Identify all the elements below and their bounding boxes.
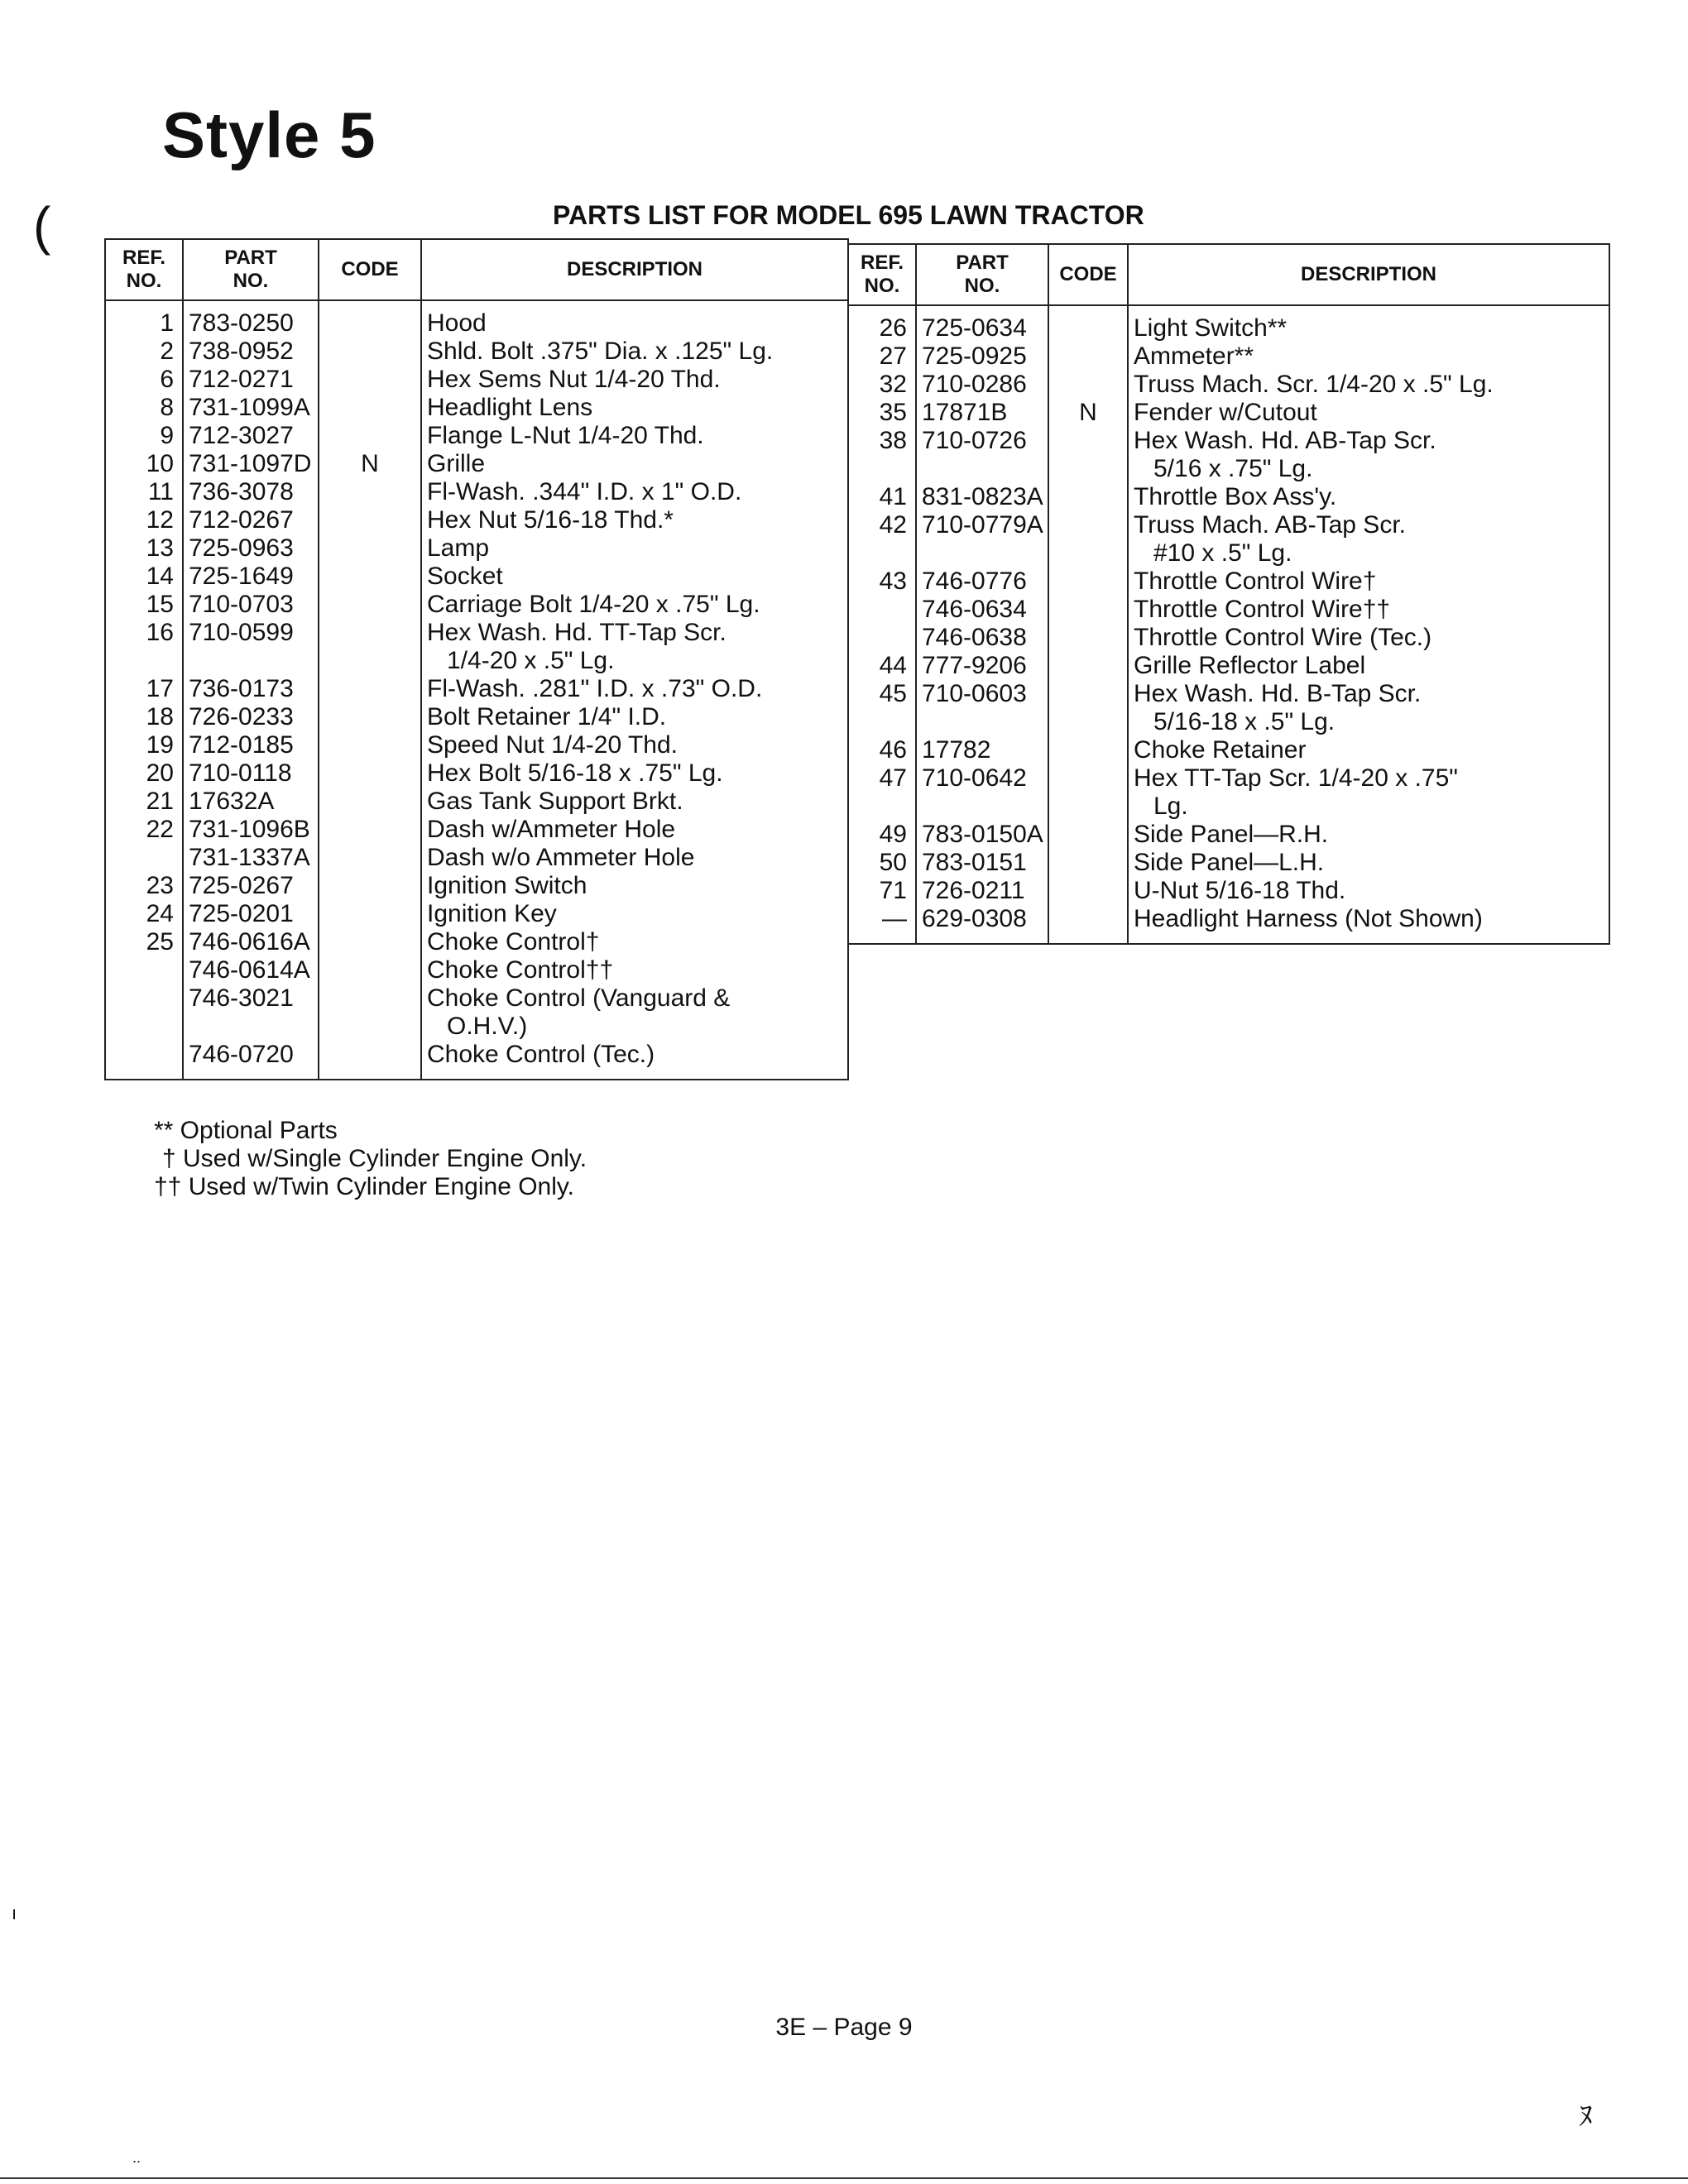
left-ref-cell: 9 <box>160 422 174 449</box>
left-part-cell: 710-0703 <box>189 591 294 618</box>
right-part-cell: 746-0638 <box>922 624 1027 651</box>
right-code-spacer <box>1054 793 1122 821</box>
right-part-cell: 710-0779A <box>922 511 1043 539</box>
right-part-cell: 725-0634 <box>922 314 1027 342</box>
left-ref-cell: 8 <box>160 394 174 421</box>
left-part-cell: 712-3027 <box>189 422 294 449</box>
left-code-cell <box>324 984 415 1013</box>
left-desc-cell: Headlight Lens <box>427 394 593 421</box>
left-desc-cell: Bolt Retainer 1/4" I.D. <box>427 703 667 730</box>
left-desc-cell: Choke Control†† <box>427 956 614 984</box>
right-desc-cell: Throttle Control Wire† <box>1134 568 1377 595</box>
left-ref-cell: 20 <box>146 759 174 787</box>
left-part-cell: 726-0233 <box>189 703 294 730</box>
left-code-cell <box>324 928 415 956</box>
left-code-cell: N <box>361 450 379 477</box>
right-ref-cell: 26 <box>879 314 907 342</box>
code-column <box>1048 305 1128 944</box>
left-code-cell <box>324 478 415 506</box>
left-desc-cell: Carriage Bolt 1/4-20 x .75" Lg. <box>427 591 760 618</box>
right-part-spacer <box>922 539 1043 568</box>
footnote-optional: ** Optional Parts <box>154 1117 338 1144</box>
right-desc-continuation: 5/16 x .75" Lg. <box>1153 455 1313 482</box>
left-ref-spacer <box>111 1013 174 1041</box>
left-desc-cell: Socket <box>427 563 503 590</box>
right-ref-spacer <box>854 708 907 736</box>
right-part-cell: 17871B <box>922 399 1008 426</box>
left-part-cell: 746-0614A <box>189 956 310 984</box>
table-header-row <box>105 239 848 300</box>
right-part-cell: 783-0151 <box>922 849 1027 876</box>
right-code-cell <box>1054 849 1122 877</box>
right-ref-cell: 35 <box>879 399 907 426</box>
left-desc-cell: Dash w/o Ammeter Hole <box>427 844 695 871</box>
header-description: DESCRIPTION <box>1128 244 1609 305</box>
left-ref-cell: 1 <box>160 309 174 337</box>
left-part-cell: 712-0267 <box>189 506 294 534</box>
left-ref-cell: 18 <box>146 703 174 730</box>
right-part-cell: 710-0286 <box>922 371 1027 398</box>
left-code-cell <box>324 422 415 450</box>
part-column <box>916 305 1048 944</box>
left-code-cell <box>324 816 415 844</box>
left-part-cell: 783-0250 <box>189 309 294 337</box>
right-code-spacer <box>1054 539 1122 568</box>
left-part-cell: 731-1099A <box>189 394 310 421</box>
right-ref-cell: 32 <box>879 371 907 398</box>
left-ref-cell: 13 <box>146 534 174 562</box>
right-ref-spacer <box>854 539 907 568</box>
table-title: PARTS LIST FOR MODEL 695 LAWN TRACTOR <box>553 200 1144 230</box>
right-code-cell <box>1054 905 1122 933</box>
left-part-cell: 746-0720 <box>189 1041 294 1068</box>
right-desc-cell: Grille Reflector Label <box>1134 652 1366 679</box>
left-part-cell: 746-0616A <box>189 928 310 956</box>
right-part-cell: 629-0308 <box>922 905 1027 932</box>
right-ref-cell: 49 <box>879 821 907 848</box>
left-ref-cell: 19 <box>146 731 174 759</box>
right-ref-cell: 47 <box>879 764 907 792</box>
left-ref-cell: 24 <box>146 900 174 927</box>
right-code-cell <box>1054 624 1122 652</box>
footnote-twin-cylinder: †† Used w/Twin Cylinder Engine Only. <box>154 1173 575 1200</box>
right-ref-cell <box>854 624 907 652</box>
left-ref-cell: 6 <box>160 366 174 393</box>
header-code: CODE <box>1048 244 1128 305</box>
right-ref-cell: 44 <box>879 652 907 679</box>
margin-parenthesis: ( <box>33 196 51 256</box>
margin-mark: ı <box>12 1903 17 1923</box>
right-ref-cell: 46 <box>879 736 907 764</box>
right-ref-cell: 50 <box>879 849 907 876</box>
right-code-cell <box>1054 568 1122 596</box>
description-column <box>1128 305 1609 944</box>
right-part-cell: 746-0634 <box>922 596 1027 623</box>
left-ref-cell: 15 <box>146 591 174 618</box>
right-code-cell <box>1054 680 1122 708</box>
right-part-cell: 783-0150A <box>922 821 1043 848</box>
right-code-cell <box>1054 652 1122 680</box>
header-ref-no: REF. NO. <box>105 239 183 300</box>
parts-table-left <box>104 238 849 1080</box>
header-ref-no: REF. NO. <box>848 244 916 305</box>
right-part-cell: 777-9206 <box>922 652 1027 679</box>
right-part-cell: 746-0776 <box>922 568 1027 595</box>
left-ref-cell <box>111 1041 174 1069</box>
footnotes <box>154 1117 587 1201</box>
right-desc-cell: Hex TT-Tap Scr. 1/4-20 x .75" <box>1134 764 1458 792</box>
left-desc-continuation: O.H.V.) <box>447 1013 528 1040</box>
right-part-cell: 725-0925 <box>922 342 1027 370</box>
right-part-spacer <box>922 455 1043 483</box>
right-part-cell: 710-0603 <box>922 680 1027 707</box>
left-desc-cell: Choke Control (Vanguard & <box>427 984 731 1012</box>
left-part-cell: 725-0963 <box>189 534 294 562</box>
left-code-spacer <box>324 647 415 675</box>
left-ref-cell <box>111 956 174 984</box>
description-column <box>421 300 848 1080</box>
left-code-cell <box>324 956 415 984</box>
left-desc-cell: Hex Nut 5/16-18 Thd.* <box>427 506 674 534</box>
left-code-cell <box>324 394 415 422</box>
right-desc-continuation: Lg. <box>1153 793 1188 820</box>
left-part-cell: 712-0271 <box>189 366 294 393</box>
right-code-cell <box>1054 483 1122 511</box>
left-part-cell: 746-3021 <box>189 984 294 1012</box>
left-part-spacer <box>189 647 313 675</box>
header-code: CODE <box>319 239 421 300</box>
right-desc-cell: Light Switch** <box>1134 314 1288 342</box>
right-part-spacer <box>922 793 1043 821</box>
footnote-single-cylinder: † Used w/Single Cylinder Engine Only. <box>162 1145 587 1172</box>
left-part-cell: 710-0599 <box>189 619 294 646</box>
right-part-cell: 710-0726 <box>922 427 1027 454</box>
right-desc-cell: Choke Retainer <box>1134 736 1307 764</box>
right-code-cell: N <box>1079 399 1097 426</box>
table-header-row <box>848 244 1609 305</box>
left-code-cell <box>324 366 415 394</box>
left-desc-cell: Shld. Bolt .375" Dia. x .125" Lg. <box>427 338 774 365</box>
left-ref-spacer <box>111 647 174 675</box>
right-desc-cell: Ammeter** <box>1134 342 1254 370</box>
left-desc-cell: Choke Control† <box>427 928 600 956</box>
left-desc-continuation: 1/4-20 x .5" Lg. <box>447 647 615 674</box>
right-code-cell <box>1054 877 1122 905</box>
right-code-cell <box>1054 314 1122 342</box>
code-column <box>319 300 421 1080</box>
left-desc-cell: Hex Wash. Hd. TT-Tap Scr. <box>427 619 727 646</box>
left-code-cell <box>324 534 415 563</box>
header-part-no: PART NO. <box>183 239 319 300</box>
left-ref-cell: 22 <box>146 816 174 843</box>
right-ref-cell: 71 <box>879 877 907 904</box>
right-ref-cell: 38 <box>879 427 907 454</box>
left-code-cell <box>324 731 415 759</box>
left-desc-cell: Grille <box>427 450 486 477</box>
right-desc-cell: Hex Wash. Hd. B-Tap Scr. <box>1134 680 1422 707</box>
right-desc-cell: Truss Mach. Scr. 1/4-20 x .5" Lg. <box>1134 371 1494 398</box>
left-ref-cell: 11 <box>147 478 174 505</box>
right-part-spacer <box>922 708 1043 736</box>
left-desc-cell: Choke Control (Tec.) <box>427 1041 655 1068</box>
right-desc-continuation: #10 x .5" Lg. <box>1153 539 1292 567</box>
right-desc-cell: Side Panel—L.H. <box>1134 849 1325 876</box>
left-part-spacer <box>189 1013 313 1041</box>
right-desc-cell: Side Panel—R.H. <box>1134 821 1329 848</box>
left-desc-cell: Fl-Wash. .281" I.D. x .73" O.D. <box>427 675 763 702</box>
left-desc-cell: Hood <box>427 309 487 337</box>
left-code-cell <box>324 338 415 366</box>
left-part-cell: 725-0267 <box>189 872 294 899</box>
left-code-cell <box>324 309 415 338</box>
left-part-cell: 731-1096B <box>189 816 310 843</box>
right-code-cell <box>1054 821 1122 849</box>
right-desc-cell: Hex Wash. Hd. AB-Tap Scr. <box>1134 427 1436 454</box>
right-part-cell: 17782 <box>922 736 991 764</box>
left-desc-cell: Dash w/Ammeter Hole <box>427 816 676 843</box>
right-ref-cell: 42 <box>879 511 907 539</box>
ref-column <box>105 300 183 1080</box>
right-ref-cell: 43 <box>879 568 907 595</box>
right-ref-cell: 27 <box>879 342 907 370</box>
bottom-rule <box>0 2177 1688 2179</box>
left-code-spacer <box>324 1013 415 1041</box>
right-ref-spacer <box>854 455 907 483</box>
left-ref-cell: 23 <box>146 872 174 899</box>
parts-table-right <box>847 243 1610 945</box>
right-code-cell <box>1054 596 1122 624</box>
left-code-cell <box>324 675 415 703</box>
right-desc-cell: Truss Mach. AB-Tap Scr. <box>1134 511 1406 539</box>
left-part-cell: 731-1337A <box>189 844 310 871</box>
left-part-cell: 736-3078 <box>189 478 294 505</box>
right-code-cell <box>1054 342 1122 371</box>
right-ref-cell: 45 <box>879 680 907 707</box>
part-column <box>183 300 319 1080</box>
left-code-cell <box>324 563 415 591</box>
left-part-cell: 736-0173 <box>189 675 294 702</box>
right-code-cell <box>1054 427 1122 455</box>
scan-dots: .. <box>132 2149 141 2166</box>
right-ref-spacer <box>854 793 907 821</box>
right-ref-cell <box>854 596 907 624</box>
left-ref-cell <box>111 844 174 872</box>
left-code-cell <box>324 900 415 928</box>
left-desc-cell: Hex Bolt 5/16-18 x .75" Lg. <box>427 759 723 787</box>
left-desc-cell: Speed Nut 1/4-20 Thd. <box>427 731 678 759</box>
left-desc-cell: Lamp <box>427 534 490 562</box>
left-code-cell <box>324 788 415 816</box>
table-body-row <box>105 300 848 1080</box>
left-ref-cell: 21 <box>146 788 174 815</box>
right-part-cell: 710-0642 <box>922 764 1027 792</box>
left-ref-cell: 14 <box>146 563 174 590</box>
right-desc-continuation: 5/16-18 x .5" Lg. <box>1153 708 1336 735</box>
left-desc-cell: Hex Sems Nut 1/4-20 Thd. <box>427 366 721 393</box>
left-code-cell <box>324 844 415 872</box>
right-ref-cell: — <box>882 905 907 932</box>
left-ref-cell: 2 <box>160 338 174 365</box>
left-ref-cell: 12 <box>146 506 174 534</box>
handwritten-mark: ﾇ <box>1579 2100 1593 2133</box>
left-desc-cell: Flange L-Nut 1/4-20 Thd. <box>427 422 704 449</box>
left-desc-cell: Fl-Wash. .344" I.D. x 1" O.D. <box>427 478 742 505</box>
page-title: Style 5 <box>162 98 376 171</box>
right-desc-cell: U-Nut 5/16-18 Thd. <box>1134 877 1346 904</box>
right-desc-cell: Throttle Box Ass'y. <box>1134 483 1337 510</box>
left-desc-cell: Gas Tank Support Brkt. <box>427 788 683 815</box>
right-desc-cell: Fender w/Cutout <box>1134 399 1317 426</box>
left-ref-cell: 17 <box>146 675 174 702</box>
table-body-row <box>848 305 1609 944</box>
right-part-cell: 726-0211 <box>922 877 1025 904</box>
left-code-cell <box>324 703 415 731</box>
left-part-cell: 710-0118 <box>189 759 292 787</box>
left-desc-cell: Ignition Key <box>427 900 557 927</box>
right-code-spacer <box>1054 455 1122 483</box>
left-code-cell <box>324 506 415 534</box>
left-code-cell <box>324 591 415 619</box>
header-description: DESCRIPTION <box>421 239 848 300</box>
right-code-cell <box>1054 511 1122 539</box>
right-desc-cell: Throttle Control Wire (Tec.) <box>1134 624 1432 651</box>
left-part-cell: 738-0952 <box>189 338 294 365</box>
right-part-cell: 831-0823A <box>922 483 1043 510</box>
header-part-no: PART NO. <box>916 244 1048 305</box>
right-ref-cell: 41 <box>879 483 907 510</box>
left-part-cell: 725-0201 <box>189 900 294 927</box>
right-code-spacer <box>1054 708 1122 736</box>
left-ref-cell <box>111 984 174 1013</box>
left-part-cell: 712-0185 <box>189 731 294 759</box>
left-ref-cell: 25 <box>146 928 174 956</box>
left-part-cell: 17632A <box>189 788 275 815</box>
left-part-cell: 731-1097D <box>189 450 312 477</box>
ref-column <box>848 305 916 944</box>
right-code-cell <box>1054 764 1122 793</box>
right-desc-cell: Headlight Harness (Not Shown) <box>1134 905 1483 932</box>
left-ref-cell: 10 <box>146 450 174 477</box>
left-desc-cell: Ignition Switch <box>427 872 587 899</box>
left-code-cell <box>324 619 415 647</box>
left-ref-cell: 16 <box>146 619 174 646</box>
left-part-cell: 725-1649 <box>189 563 294 590</box>
right-code-cell <box>1054 371 1122 399</box>
right-code-cell <box>1054 736 1122 764</box>
page-number: 3E – Page 9 <box>775 2014 913 2041</box>
left-code-cell <box>324 1041 415 1069</box>
left-code-cell <box>324 759 415 788</box>
right-desc-cell: Throttle Control Wire†† <box>1134 596 1391 623</box>
left-code-cell <box>324 872 415 900</box>
